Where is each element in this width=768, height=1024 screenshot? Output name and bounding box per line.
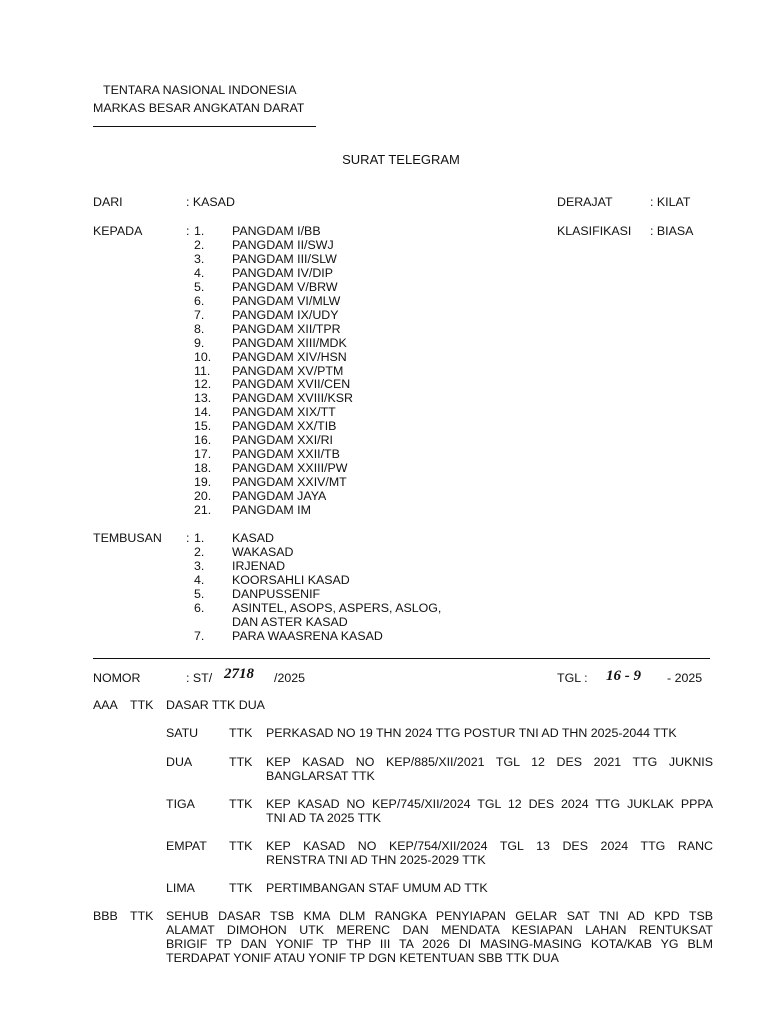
- kepada-item-number: 5.: [194, 279, 205, 294]
- dasar-item-text: KEP KASAD NO KEP/885/XII/2021 TGL 12 DES 2021 TTG JUKNIS: [266, 755, 713, 769]
- kepada-item: PANGDAM XVIII/KSR: [232, 391, 353, 406]
- org-line-1: TENTARA NASIONAL INDONESIA: [103, 83, 297, 97]
- kepada-label: KEPADA: [93, 224, 143, 238]
- bbb-text-line: SEHUB DASAR TSB KMA DLM RANGKA PENYIAPAN GELAR SAT TNI AD KPD TSB: [166, 909, 713, 923]
- kepada-item: PANGDAM XXI/RI: [232, 433, 333, 448]
- tembusan-item-number: 3.: [194, 559, 205, 573]
- dasar-item-text: RENSTRA TNI AD THN 2025-2029 TTK: [266, 853, 486, 867]
- kepada-item-number: 11.: [194, 363, 211, 378]
- dasar-item-text: KEP KASAD NO KEP/745/XII/2024 TGL 12 DES 2024 TTG JUKLAK PPPA: [266, 797, 713, 811]
- kepada-item: PANGDAM III/SLW: [232, 251, 337, 266]
- dasar-item-text: TNI AD TA 2025 TTK: [266, 811, 382, 825]
- tembusan-item: PARA WAASRENA KASAD: [232, 629, 383, 643]
- bbb-text-line: BRIGIF TP DAN YONIF TP THP III TA 2026 DI MASING-MASING KOTA/KAB YG BLM: [166, 937, 713, 951]
- kepada-item-number: 21.: [194, 503, 212, 517]
- tembusan-item-number: 4.: [194, 573, 205, 587]
- kepada-item-number: 7.: [194, 307, 205, 322]
- kepada-item: PANGDAM I/BB: [232, 224, 321, 238]
- bbb-text-line: ALAMAT DIMOHON UTK MERENC DAN MENDATA KESIAPAN LAHAN RENTUKSAT: [166, 923, 713, 937]
- tembusan-item: IRJENAD: [232, 559, 286, 573]
- kepada-item: PANGDAM XIX/TT: [232, 405, 336, 420]
- kepada-item-number: 20.: [194, 489, 212, 504]
- kepada-item-number: 14.: [194, 405, 212, 420]
- kepada-item: PANGDAM XII/TPR: [232, 321, 341, 336]
- kepada-item: PANGDAM XIV/HSN: [232, 349, 347, 364]
- kepada-colon: :: [186, 224, 190, 238]
- dasar-item-ttk: TTK: [229, 755, 253, 769]
- kepada-item-number: 17.: [194, 447, 212, 462]
- header-underline: [93, 126, 316, 127]
- tembusan-item: KASAD: [232, 531, 275, 545]
- dasar-item-label: TIGA: [166, 797, 195, 811]
- tembusan-item-number: 1.: [194, 531, 205, 545]
- kepada-item-number: 10.: [194, 349, 212, 364]
- kepada-item: PANGDAM II/SWJ: [232, 237, 334, 252]
- kepada-item: PANGDAM XX/TIB: [232, 419, 337, 434]
- dasar-item-text: PERKASAD NO 19 THN 2024 TTG POSTUR TNI AD THN 2025-2044 TTK: [266, 726, 677, 740]
- kepada-item-number: 1.: [194, 224, 205, 238]
- kepada-item-number: 18.: [194, 461, 212, 476]
- kepada-item: PANGDAM IV/DIP: [232, 265, 333, 280]
- tembusan-item-number: 5.: [194, 587, 205, 601]
- aaa-code: AAA: [93, 698, 118, 712]
- dasar-item-ttk: TTK: [229, 881, 253, 895]
- kepada-item-number: 3.: [194, 251, 205, 266]
- kepada-item: PANGDAM V/BRW: [232, 279, 338, 294]
- dasar-item-text: PERTIMBANGAN STAF UMUM AD TTK: [266, 881, 488, 895]
- kepada-item-number: 13.: [194, 391, 212, 406]
- aaa-ttk: TTK: [130, 698, 154, 712]
- kepada-item-number: 19.: [194, 475, 212, 490]
- kepada-item-number: 15.: [194, 419, 212, 434]
- tembusan-item: DAN ASTER KASAD: [232, 615, 348, 629]
- kepada-item-number: 9.: [194, 335, 205, 350]
- nomor-label: NOMOR: [93, 671, 141, 685]
- org-line-2: MARKAS BESAR ANGKATAN DARAT: [93, 101, 305, 115]
- kepada-item: PANGDAM XIII/MDK: [232, 335, 347, 350]
- kepada-item: PANGDAM XV/PTM: [232, 363, 344, 378]
- tembusan-item: KOORSAHLI KASAD: [232, 573, 350, 587]
- kepada-item: PANGDAM XXIII/PW: [232, 461, 348, 476]
- nomor-handwritten: 2718: [224, 666, 254, 682]
- tembusan-colon: :: [186, 531, 190, 545]
- dari-label: DARI: [93, 195, 123, 209]
- dasar-item-label: DUA: [166, 755, 193, 769]
- dari-value: : KASAD: [186, 195, 235, 209]
- tembusan-item-number: 2.: [194, 545, 205, 559]
- klasifikasi-value: : BIASA: [650, 224, 694, 238]
- tgl-year: - 2025: [667, 671, 703, 685]
- kepada-item-number: 4.: [194, 265, 205, 280]
- derajat-value: : KILAT: [650, 195, 691, 209]
- bbb-text-line: TERDAPAT YONIF ATAU YONIF TP DGN KETENTUAN SBB TTK DUA: [166, 951, 559, 965]
- kepada-item: PANGDAM JAYA: [232, 489, 327, 504]
- bbb-code: BBB: [93, 909, 118, 923]
- dasar-item-ttk: TTK: [229, 726, 253, 740]
- kepada-item: PANGDAM XXII/TB: [232, 447, 340, 462]
- nomor-prefix: : ST/: [186, 671, 213, 685]
- klasifikasi-label: KLASIFIKASI: [557, 224, 632, 238]
- dasar-item-text: BANGLARSAT TTK: [266, 769, 375, 783]
- tembusan-item: WAKASAD: [232, 545, 294, 559]
- tgl-handwritten: 16 - 9: [606, 668, 641, 684]
- kepada-item-number: 6.: [194, 293, 205, 308]
- tembusan-item: DANPUSSENIF: [232, 587, 321, 601]
- kepada-item-number: 16.: [194, 433, 212, 448]
- kepada-item-number: 12.: [194, 377, 212, 392]
- kepada-item-number: 8.: [194, 321, 205, 336]
- derajat-label: DERAJAT: [557, 195, 613, 209]
- section-divider: [93, 658, 710, 659]
- aaa-text: DASAR TTK DUA: [166, 698, 265, 712]
- kepada-item: PANGDAM XXIV/MT: [232, 475, 347, 490]
- dasar-item-label: LIMA: [166, 881, 195, 895]
- document-title: SURAT TELEGRAM: [342, 152, 460, 167]
- dasar-item-label: SATU: [166, 726, 199, 740]
- tgl-label: TGL :: [557, 671, 588, 685]
- kepada-item: PANGDAM IX/UDY: [232, 307, 339, 322]
- dasar-item-ttk: TTK: [229, 797, 253, 811]
- dasar-item-text: KEP KASAD NO KEP/754/XII/2024 TGL 13 DES 2024 TTG RANC: [266, 839, 713, 853]
- kepada-item: PANGDAM IM: [232, 503, 311, 517]
- tembusan-item: ASINTEL, ASOPS, ASPERS, ASLOG,: [232, 601, 442, 615]
- nomor-suffix: /2025: [274, 671, 306, 685]
- kepada-item-number: 2.: [194, 237, 205, 252]
- dasar-item-label: EMPAT: [166, 839, 207, 853]
- bbb-ttk: TTK: [130, 909, 154, 923]
- dasar-item-ttk: TTK: [229, 839, 253, 853]
- tembusan-label: TEMBUSAN: [93, 531, 162, 545]
- kepada-item: PANGDAM VI/MLW: [232, 293, 341, 308]
- tembusan-item-number: 7.: [194, 629, 205, 643]
- tembusan-item-number: 6.: [194, 601, 205, 615]
- kepada-item: PANGDAM XVII/CEN: [232, 377, 351, 392]
